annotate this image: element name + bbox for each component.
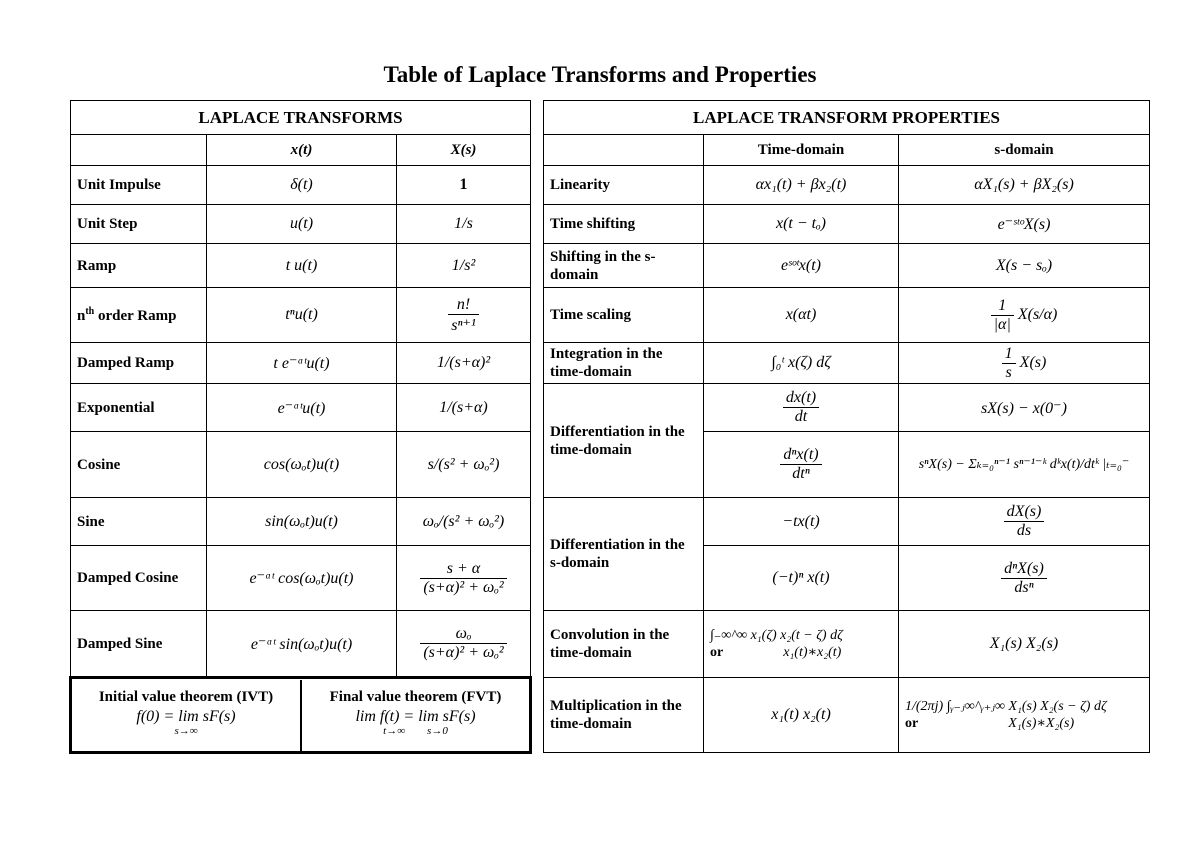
fvt-label: Final value theorem (FVT) bbox=[329, 688, 502, 705]
row-name: Sine bbox=[71, 498, 207, 546]
table-row bbox=[71, 205, 531, 244]
row-name: Integration in the time-domain bbox=[544, 343, 704, 384]
time-function: e⁻ᵅᵗ sin(ωₒt)u(t) bbox=[207, 611, 397, 678]
s-domain-expr: X₁(s) X₂(s) bbox=[899, 611, 1150, 678]
or-label: or bbox=[905, 716, 919, 731]
ivt-formula: f(0) = lim sF(s) bbox=[136, 708, 236, 725]
fraction-denominator: dsⁿ bbox=[1014, 578, 1034, 596]
s-domain-expr: X(s − sₒ) bbox=[899, 244, 1150, 288]
time-function: t e⁻ᵅᵗu(t) bbox=[207, 343, 397, 384]
fraction-numerator: 1 bbox=[991, 297, 1014, 316]
time-function: cos(ωₒt)u(t) bbox=[207, 432, 397, 498]
time-domain-expr: eˢᵒᵗx(t) bbox=[704, 244, 899, 288]
row-name: Damped Ramp bbox=[71, 343, 207, 384]
expr-rest: X(s/α) bbox=[1017, 305, 1058, 323]
ivt-limit-sub: s→∞ bbox=[174, 724, 198, 737]
blank-header-cell bbox=[544, 135, 704, 166]
time-domain-expr bbox=[704, 611, 899, 678]
table-row bbox=[71, 288, 531, 343]
s-domain-expr: sⁿX(s) − Σₖ₌₀ⁿ⁻¹ sⁿ⁻¹⁻ᵏ dᵏx(t)/dtᵏ |ₜ₌₀⁻ bbox=[899, 432, 1150, 498]
table-row bbox=[71, 384, 531, 432]
table-row bbox=[71, 343, 531, 384]
fraction-denominator: dtⁿ bbox=[792, 465, 810, 482]
fraction-numerator: dx(t) bbox=[783, 389, 819, 408]
s-function: ωₒ/(s² + ωₒ²) bbox=[397, 498, 531, 546]
fraction-numerator: n! bbox=[448, 296, 479, 315]
s-domain-expr bbox=[899, 678, 1150, 753]
row-name: Unit Impulse bbox=[71, 166, 207, 205]
expr-rest: X(s) bbox=[1019, 353, 1047, 371]
time-domain-expr: −tx(t) bbox=[704, 498, 899, 546]
table-row bbox=[544, 205, 1150, 244]
convolution-integral: ∫₋∞^∞ x₁(ζ) x₂(t − ζ) dζ bbox=[710, 628, 843, 643]
properties-header: LAPLACE TRANSFORM PROPERTIES bbox=[544, 101, 1150, 135]
table-row bbox=[71, 432, 531, 498]
col-x-t: x(t) bbox=[207, 135, 397, 166]
col-X-s: X(s) bbox=[397, 135, 531, 166]
fraction-denominator: ds bbox=[1016, 522, 1032, 539]
time-function: t u(t) bbox=[207, 244, 397, 288]
table-row bbox=[544, 288, 1150, 343]
row-name: Differentiation in the s-domain bbox=[544, 498, 704, 611]
fraction-numerator: dX(s) bbox=[1004, 503, 1045, 522]
row-name: Convolution in the time-domain bbox=[544, 611, 704, 678]
theorems-row bbox=[71, 678, 531, 753]
theorems-cell bbox=[71, 678, 531, 753]
col-s-domain: s-domain bbox=[899, 135, 1150, 166]
time-domain-expr: x(t − tₒ) bbox=[704, 205, 899, 244]
fraction-numerator: ωₒ bbox=[420, 625, 506, 644]
page-title: Table of Laplace Transforms and Properties bbox=[383, 62, 817, 87]
convolution-alt: x₁(t)∗x₂(t) bbox=[783, 645, 842, 660]
time-domain-expr: x(αt) bbox=[704, 288, 899, 343]
row-name: Unit Step bbox=[71, 205, 207, 244]
or-label: or bbox=[710, 645, 724, 660]
table-row bbox=[71, 498, 531, 546]
table-row bbox=[544, 343, 1150, 384]
time-function: u(t) bbox=[207, 205, 397, 244]
time-domain-expr: (−t)ⁿ x(t) bbox=[704, 546, 899, 611]
s-domain-expr bbox=[899, 343, 1150, 384]
row-name: Damped Cosine bbox=[71, 546, 207, 611]
multiplication-alt: X₁(s)∗X₂(s) bbox=[1008, 716, 1075, 731]
fraction-denominator: s bbox=[1005, 363, 1012, 381]
row-name: Damped Sine bbox=[71, 611, 207, 678]
s-function: 1 bbox=[397, 166, 531, 205]
fraction-denominator: (s+α)² + ωₒ² bbox=[423, 644, 504, 661]
s-function: s/(s² + ωₒ²) bbox=[397, 432, 531, 498]
laplace-transforms-table bbox=[69, 100, 532, 754]
table-row bbox=[71, 611, 531, 678]
name-base: n bbox=[77, 307, 86, 324]
blank-header-cell bbox=[71, 135, 207, 166]
s-function: 1/s² bbox=[397, 244, 531, 288]
s-domain-expr bbox=[899, 288, 1150, 343]
row-name: Linearity bbox=[544, 166, 704, 205]
table-row bbox=[544, 678, 1150, 753]
table-row bbox=[71, 244, 531, 288]
row-name: Cosine bbox=[71, 432, 207, 498]
s-function: 1/(s+α)² bbox=[397, 343, 531, 384]
s-function: 1/s bbox=[397, 205, 531, 244]
time-function: δ(t) bbox=[207, 166, 397, 205]
s-function bbox=[397, 288, 531, 343]
table-row bbox=[544, 166, 1150, 205]
s-function bbox=[397, 611, 531, 678]
time-domain-expr: ∫₀ᵗ x(ζ) dζ bbox=[704, 343, 899, 384]
fvt-formula: lim f(t) = lim sF(s) bbox=[355, 708, 476, 725]
fvt-box bbox=[302, 680, 529, 751]
multiplication-integral: 1/(2πj) ∫ᵧ₋ⱼ∞^ᵧ₊ⱼ∞ X₁(s) X₂(s − ζ) dζ bbox=[905, 699, 1107, 714]
s-function bbox=[397, 546, 531, 611]
time-domain-expr bbox=[704, 384, 899, 432]
ivt-box bbox=[72, 680, 302, 751]
time-domain-expr: αx₁(t) + βx₂(t) bbox=[704, 166, 899, 205]
fraction-denominator: dt bbox=[794, 408, 808, 425]
table-row bbox=[71, 166, 531, 205]
col-time-domain: Time-domain bbox=[704, 135, 899, 166]
s-domain-expr bbox=[899, 498, 1150, 546]
table-row bbox=[544, 611, 1150, 678]
fraction-denominator: sⁿ⁺¹ bbox=[451, 316, 476, 334]
s-function: 1/(s+α) bbox=[397, 384, 531, 432]
row-name: Differentiation in the time-domain bbox=[544, 384, 704, 498]
transforms-header: LAPLACE TRANSFORMS bbox=[71, 101, 531, 135]
s-domain-expr: e⁻ˢᵗᵒX(s) bbox=[899, 205, 1150, 244]
name-sup: th bbox=[85, 305, 95, 317]
row-name: Time shifting bbox=[544, 205, 704, 244]
time-function: e⁻ᵅᵗu(t) bbox=[207, 384, 397, 432]
name-rest: order Ramp bbox=[94, 307, 177, 324]
fraction-denominator: (s+α)² + ωₒ² bbox=[423, 578, 504, 596]
time-domain-expr bbox=[704, 432, 899, 498]
s-domain-expr bbox=[899, 546, 1150, 611]
table-row bbox=[71, 546, 531, 611]
s-domain-expr: sX(s) − x(0⁻) bbox=[899, 384, 1150, 432]
time-domain-expr: x₁(t) x₂(t) bbox=[704, 678, 899, 753]
time-function: tⁿu(t) bbox=[207, 288, 397, 343]
fvt-limit-sub: t→∞ s→0 bbox=[383, 724, 448, 737]
fraction-numerator: dⁿX(s) bbox=[1001, 560, 1047, 579]
row-name: Shifting in the s-domain bbox=[544, 244, 704, 288]
s-domain-expr: αX₁(s) + βX₂(s) bbox=[899, 166, 1150, 205]
row-name: Time scaling bbox=[544, 288, 704, 343]
time-function: sin(ωₒt)u(t) bbox=[207, 498, 397, 546]
fraction-numerator: s + α bbox=[420, 560, 506, 579]
row-name: Ramp bbox=[71, 244, 207, 288]
fraction-numerator: 1 bbox=[1002, 345, 1016, 364]
row-name: Multiplication in the time-domain bbox=[544, 678, 704, 753]
laplace-properties-table bbox=[543, 100, 1150, 753]
table-row bbox=[544, 384, 1150, 432]
table-row bbox=[544, 244, 1150, 288]
fraction-numerator: dⁿx(t) bbox=[780, 446, 821, 465]
table-row bbox=[544, 498, 1150, 546]
row-name bbox=[71, 288, 207, 343]
fraction-denominator: |α| bbox=[993, 315, 1011, 333]
time-function: e⁻ᵅᵗ cos(ωₒt)u(t) bbox=[207, 546, 397, 611]
row-name: Exponential bbox=[71, 384, 207, 432]
ivt-label: Initial value theorem (IVT) bbox=[98, 688, 274, 705]
